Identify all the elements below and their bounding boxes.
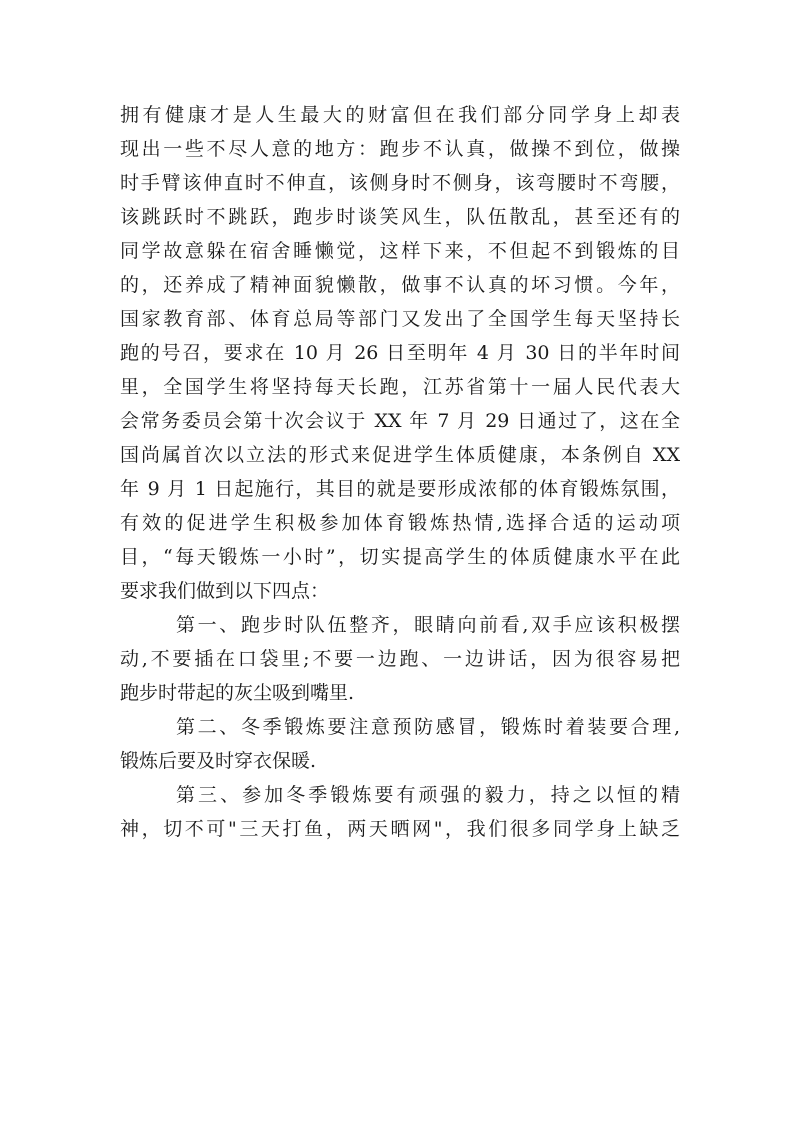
text-line: 锻炼后要及时穿衣保暖. <box>120 750 317 772</box>
text-line: 第三、参加冬季锻炼要有顽强的毅力，持之以恒的精 <box>176 784 680 806</box>
text-line: 国家教育部、体育总局等部门又发出了全国学生每天坚持长 <box>120 308 680 330</box>
text-line: 要求我们做到以下四点： <box>120 580 330 602</box>
text-line: 里，全国学生将坚持每天长跑，江苏省第十一届人民代表大 <box>120 376 680 398</box>
text-line: 跑的号召，要求在 10 月 26 日至明年 4 月 30 日的半年时间 <box>120 342 680 364</box>
text-line: 目，“每天锻炼一小时”，切实提高学生的体质健康水平在此 <box>120 546 680 568</box>
text-line: 时手臂该伸直时不伸直，该侧身时不侧身，该弯腰时不弯腰， <box>120 172 680 194</box>
text-line: 的，还养成了精神面貌懒散，做事不认真的坏习惯。今年， <box>120 274 680 296</box>
text-line: 第一、跑步时队伍整齐，眼睛向前看,双手应该积极摆 <box>176 614 680 636</box>
text-line: 第二、冬季锻炼要注意预防感冒，锻炼时着装要合理, <box>176 716 680 738</box>
text-line: 有效的促进学生积极参加体育锻炼热情,选择合适的运动项 <box>120 512 680 534</box>
paragraph-point-1 <box>120 608 680 710</box>
paragraph-point-2 <box>120 710 680 778</box>
text-line: 现出一些不尽人意的地方：跑步不认真，做操不到位，做操 <box>120 138 680 160</box>
text-line: 神，切不可"三天打鱼，两天晒网"，我们很多同学身上缺乏 <box>120 818 680 840</box>
paragraph-point-3 <box>120 778 680 846</box>
text-line: 拥有健康才是人生最大的财富但在我们部分同学身上却表 <box>120 104 680 126</box>
text-line: 年 9 月 1 日起施行，其目的就是要形成浓郁的体育锻炼氛围， <box>120 478 680 500</box>
text-line: 同学故意躲在宿舍睡懒觉，这样下来，不但起不到锻炼的目 <box>120 240 680 262</box>
text-line: 动,不要插在口袋里;不要一边跑、一边讲话，因为很容易把 <box>120 648 680 670</box>
document-body <box>120 98 680 846</box>
text-line: 会常务委员会第十次会议于 XX 年 7 月 29 日通过了，这在全 <box>120 410 680 432</box>
text-line: 跑步时带起的灰尘吸到嘴里. <box>120 682 355 704</box>
text-line: 该跳跃时不跳跃，跑步时谈笑风生，队伍散乱，甚至还有的 <box>120 206 680 228</box>
text-line: 国尚属首次以立法的形式来促进学生体质健康，本条例自 XX <box>120 444 680 466</box>
paragraph-intro <box>120 98 680 608</box>
